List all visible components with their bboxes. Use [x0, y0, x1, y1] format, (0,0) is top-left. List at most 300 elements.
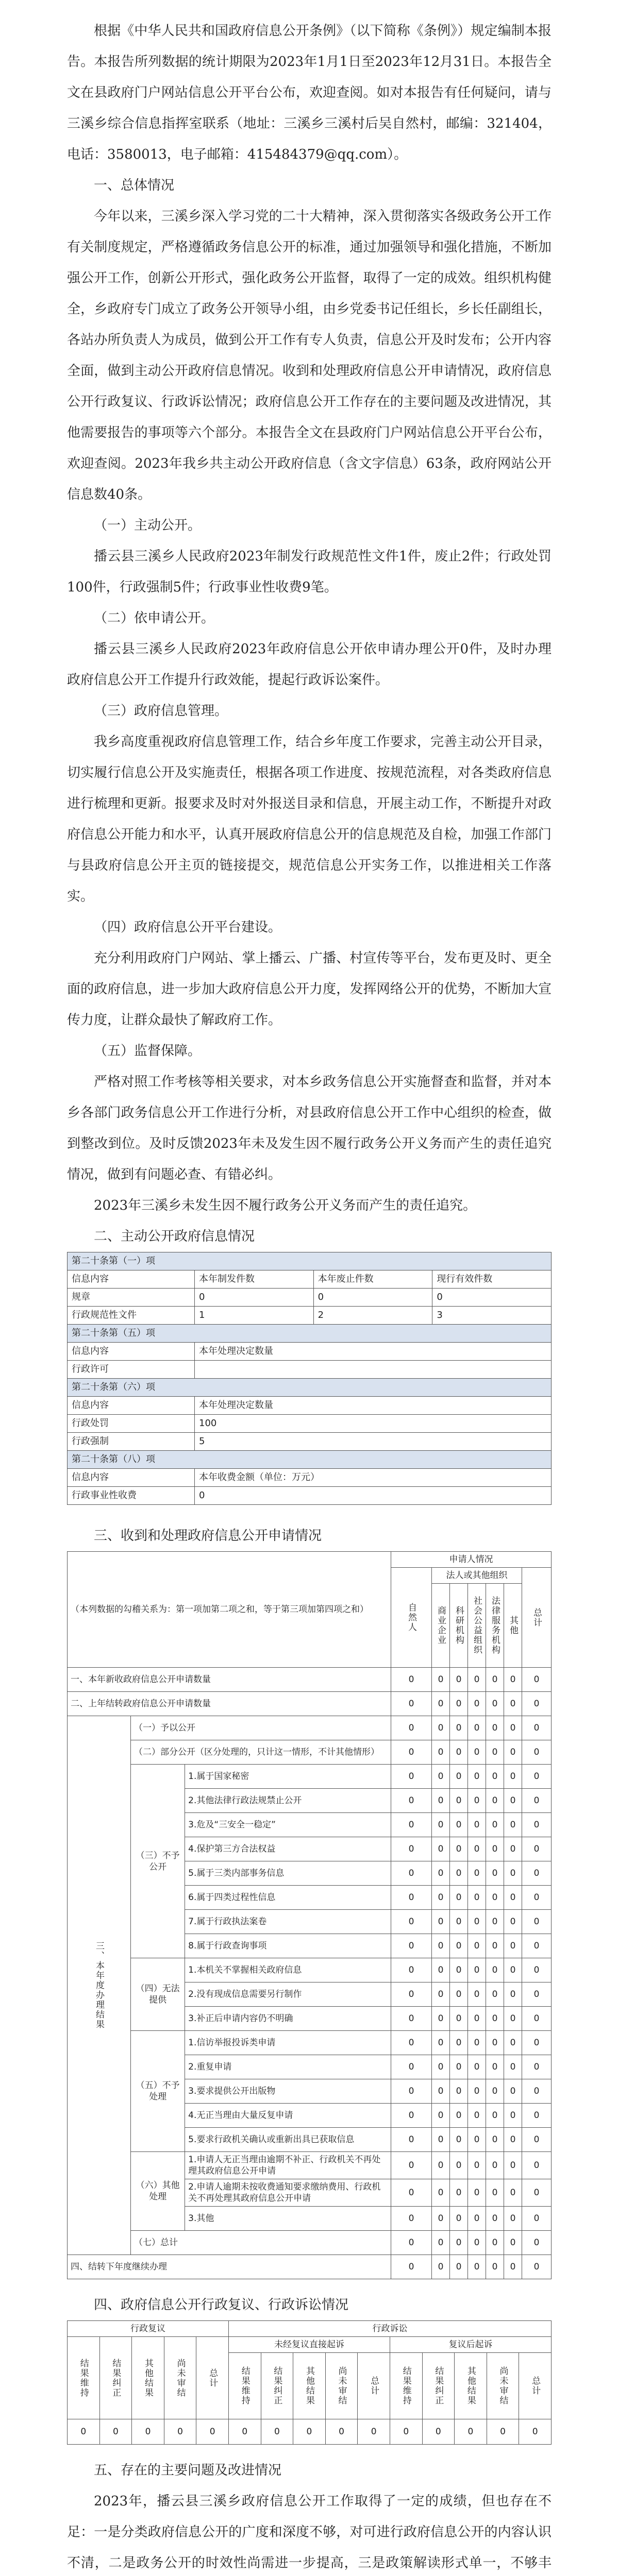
table-cell: 0: [432, 1289, 552, 1307]
table-cell: 0: [391, 2079, 431, 2104]
table-cell: 0: [467, 1789, 486, 1813]
table-cell: 0: [391, 1813, 431, 1837]
table-cell: 0: [391, 1765, 431, 1789]
table-cell: 0: [504, 1934, 522, 1958]
table-cell: 0: [522, 1958, 551, 1982]
subsection-platform-building: （四）政府信息公开平台建设。: [94, 920, 282, 935]
table-cell: 0: [467, 1958, 486, 1982]
table-header-cell: 信息内容: [68, 1270, 195, 1289]
table-cell: 0: [391, 1886, 431, 1910]
table-cell: 0: [431, 2007, 449, 2031]
table-cell: 0: [431, 1958, 449, 1982]
table-cell: 0: [391, 2255, 431, 2279]
table-cell: 1: [195, 1307, 314, 1325]
table-cell: 0: [467, 1982, 486, 2007]
table-cell: 0: [467, 2207, 486, 2231]
subsection-application-disclosure-text: 播云县三溪乡人民政府2023年政府信息公开依申请办理公开0件，及时办理政府信息公开工作提升行政效能，提起行政诉讼案件。: [67, 641, 552, 688]
table-cell: 0: [449, 1716, 467, 1740]
table-header-cell: 尚未审结: [325, 2353, 358, 2419]
table-cell: 0: [431, 1692, 449, 1716]
table-cell: 0: [467, 1910, 486, 1934]
table-row-sub: （一）予以公开: [131, 1716, 391, 1740]
table-cell: 0: [504, 1910, 522, 1934]
table-cell: 0: [391, 2207, 431, 2231]
table-cell: 0: [449, 2104, 467, 2128]
table-cell: 0: [522, 2152, 551, 2179]
table-cell: 0: [358, 2419, 390, 2445]
table-cell: 0: [486, 1765, 504, 1789]
table-row-item: 2.重复申请: [185, 2055, 391, 2079]
table-cell: 0: [486, 1982, 504, 2007]
table-section-header: 第二十条第（六）项: [68, 1379, 552, 1397]
table-cell: 0: [486, 2128, 504, 2152]
table-cell: 0: [449, 1982, 467, 2007]
table-cell: 0: [522, 1886, 551, 1910]
table-cell: 0: [504, 1765, 522, 1789]
table-cell: 0: [431, 1861, 449, 1886]
table-header-cell: 结果维持: [390, 2353, 422, 2419]
table-cell: 0: [504, 2128, 522, 2152]
table-cell: 0: [431, 2128, 449, 2152]
table-cell: 0: [467, 2079, 486, 2104]
table-cell: 0: [431, 1716, 449, 1740]
subsection-info-management-text: 我乡高度重视政府信息管理工作，结合乡年度工作要求，完善主动公开目录，切实履行信息公开及实施责任，根据各项工作进度、按规范流程，对各类政府信息进行梳理和更新。报要求及时对外报送目录和信息，开展主动工作，不断提升对政府信息公开能力和水平，认真开展政府信息公开的信息规范及自检，加强工作部门与县政府信息公开主页的链接提交，规范信息公开实务工作，以推进相关工作落实。: [67, 734, 552, 904]
table-row-item: 7.属于行政执法案卷: [185, 1910, 391, 1934]
table-header-cell: 本年废止件数: [313, 1270, 432, 1289]
table-cell: 0: [467, 2152, 486, 2179]
table-cell: 0: [431, 1789, 449, 1813]
table-row-sub: （七）总计: [131, 2231, 391, 2255]
table-header-cell: 结果纠正: [422, 2353, 455, 2419]
table-cell: 0: [431, 1910, 449, 1934]
table-cell: 行政强制: [68, 1433, 195, 1451]
table-cell: 0: [522, 2055, 551, 2079]
table-cell: 0: [522, 1934, 551, 1958]
table-cell: 0: [431, 2231, 449, 2255]
table-cell: 0: [522, 2104, 551, 2128]
table-cell: 0: [504, 1789, 522, 1813]
section-1-title: 一、总体情况: [94, 178, 175, 193]
table-row-item: 3.其他: [185, 2207, 391, 2231]
table-header-cell: 结果纠正: [99, 2337, 132, 2419]
table-cell: 0: [486, 1668, 504, 1692]
table-cell: 0: [504, 2255, 522, 2279]
table-cell: 0: [522, 1789, 551, 1813]
table-cell: 0: [522, 2007, 551, 2031]
table-cell: 0: [449, 1692, 467, 1716]
table-section-header: 第二十条第（八）项: [68, 1451, 552, 1469]
table-cell: 0: [504, 1668, 522, 1692]
subsection-supervision-text-2: 2023年三溪乡未发生因不履行政务公开义务而产生的责任追究。: [94, 1198, 477, 1213]
table-row-item: 1.本机关不掌握相关政府信息: [185, 1958, 391, 1982]
table-header-cell: 现行有效件数: [432, 1270, 552, 1289]
table-cell: 0: [486, 2031, 504, 2055]
table-cell: 0: [449, 1837, 467, 1861]
table-row-item: 1.属于国家秘密: [185, 1765, 391, 1789]
table-cell: 0: [467, 1692, 486, 1716]
table-cell: 0: [504, 1861, 522, 1886]
table-row-sub: （六）其他处理: [131, 2152, 185, 2231]
table-cell: 0: [195, 1487, 552, 1505]
table-header-cell: 未经复议直接起诉: [228, 2337, 390, 2353]
table-cell: 0: [486, 2231, 504, 2255]
table-cell: 0: [504, 1740, 522, 1765]
table-cell: 0: [522, 2128, 551, 2152]
subsection-active-disclosure-text: 播云县三溪乡人民政府2023年制发行政规范性文件1件，废止2件；行政处罚100件，行政强制5件；行政事业性收费9笔。: [67, 549, 552, 595]
table-cell: 0: [391, 1861, 431, 1886]
table-cell: 5: [195, 1433, 552, 1451]
review-litigation-table: [67, 2320, 552, 2445]
table-cell: 0: [467, 2104, 486, 2128]
table-cell: 0: [467, 1740, 486, 1765]
table-cell: 0: [431, 1982, 449, 2007]
table-header-cell: 自然人: [391, 1568, 431, 1668]
table-row-item: 2.申请人逾期未按收费通知要求缴纳费用、行政机关不再处理其政府信息公开申请: [185, 2179, 391, 2207]
table-row-item: 1.申请人无正当理由逾期不补正、行政机关不再处理其政府信息公开申请: [185, 2152, 391, 2179]
table-cell: 0: [504, 2207, 522, 2231]
table-cell: 0: [391, 2031, 431, 2055]
table-cell: 0: [467, 2055, 486, 2079]
table-cell: 行政处罚: [68, 1415, 195, 1433]
table-cell: 0: [504, 2031, 522, 2055]
table-cell: 0: [431, 1813, 449, 1837]
table-header-cell: 本年制发件数: [195, 1270, 314, 1289]
table-cell: 0: [391, 1692, 431, 1716]
table-cell: 0: [431, 2079, 449, 2104]
table-cell: 0: [486, 1740, 504, 1765]
table-header-cell: 行政复议: [68, 2321, 229, 2337]
table-cell: 100: [195, 1415, 552, 1433]
application-handling-table: [67, 1551, 552, 2279]
table-cell: 0: [391, 2007, 431, 2031]
table-cell: 0: [467, 1668, 486, 1692]
table-cell: 0: [431, 2207, 449, 2231]
table-cell: 0: [467, 2007, 486, 2031]
table-cell: 0: [522, 2231, 551, 2255]
table-row-sub: （三）不予公开: [131, 1765, 185, 1958]
table-cell: 行政规范性文件: [68, 1307, 195, 1325]
table-row-label: 四、结转下年度继续办理: [68, 2255, 391, 2279]
table-cell: 0: [486, 1813, 504, 1837]
subsection-active-disclosure: （一）主动公开。: [94, 518, 202, 533]
table-cell: 0: [486, 2104, 504, 2128]
table-cell: 0: [504, 2179, 522, 2207]
table-cell: 0: [522, 1837, 551, 1861]
table-header-cell: 行政诉讼: [228, 2321, 551, 2337]
table-cell: 0: [519, 2419, 552, 2445]
table-header-cell: 社会公益组织: [467, 1584, 486, 1668]
table-cell: [195, 1361, 552, 1379]
table-cell: 0: [486, 2055, 504, 2079]
table-cell: 0: [467, 1837, 486, 1861]
table-header-cell: 其他结果: [293, 2353, 326, 2419]
table-header-cell: 商业企业: [431, 1584, 449, 1668]
table-cell: 0: [486, 1861, 504, 1886]
table-cell: 0: [391, 1934, 431, 1958]
table-cell: 0: [504, 2104, 522, 2128]
table-cell: 0: [449, 2152, 467, 2179]
table-cell: 0: [486, 1886, 504, 1910]
table-cell: 0: [99, 2419, 132, 2445]
table-row-label: 一、本年新收政府信息公开申请数量: [68, 1668, 391, 1692]
table-cell: 0: [449, 1934, 467, 1958]
table-cell: 0: [504, 1886, 522, 1910]
table-cell: 0: [504, 1692, 522, 1716]
table-cell: 0: [486, 2207, 504, 2231]
table-row-item: 2.没有现成信息需要另行制作: [185, 1982, 391, 2007]
table-cell: 0: [391, 2179, 431, 2207]
subsection-supervision-text: 严格对照工作考核等相关要求，对本乡政务信息公开实施督查和监督，并对本乡各部门政务信息公开工作进行分析，对县政府信息公开工作中心组织的检查，做到整改到位。及时反馈2023年未及发生因不履行政务公开义务而产生的责任追究情况，做到有问题必查、有错必纠。: [67, 1074, 552, 1182]
table-cell: 0: [449, 1886, 467, 1910]
active-disclosure-table: [67, 1252, 552, 1505]
table-cell: 0: [467, 1716, 486, 1740]
table-cell: 0: [504, 1958, 522, 1982]
table-cell: 0: [261, 2419, 293, 2445]
table-cell: 0: [486, 2007, 504, 2031]
table-row-label: 二、上年结转政府信息公开申请数量: [68, 1692, 391, 1716]
table-header-cell: 其他: [504, 1584, 522, 1668]
table-row-item: 3.补正后申请内容仍不明确: [185, 2007, 391, 2031]
table-cell: 0: [522, 1861, 551, 1886]
table-cell: 0: [431, 1934, 449, 1958]
subsection-platform-building-text: 充分利用政府门户网站、掌上播云、广播、村宣传等平台，发布更及时、更全面的政府信息，进一步加大政府信息公开力度，发挥网络公开的优势，不断加大宣传力度，让群众最快了解政府工作。: [67, 951, 552, 1028]
table-cell: 0: [391, 1837, 431, 1861]
table-header-cell: 法人或其他组织: [431, 1568, 522, 1584]
table-cell: 0: [391, 2128, 431, 2152]
table-cell: 0: [449, 1668, 467, 1692]
table-header-cell: 复议后起诉: [390, 2337, 551, 2353]
table-cell: 0: [522, 2031, 551, 2055]
table-cell: 0: [504, 1982, 522, 2007]
table-cell: 0: [431, 2055, 449, 2079]
table-cell: 0: [431, 2179, 449, 2207]
table-header-cell: 结果纠正: [261, 2353, 293, 2419]
table-cell: 0: [431, 1740, 449, 1765]
table-cell: 0: [486, 1910, 504, 1934]
report-page: [67, 15, 552, 2576]
table-row-item: 4.无正当理由大量反复申请: [185, 2104, 391, 2128]
table-cell: 0: [455, 2419, 487, 2445]
table-cell: 0: [132, 2419, 164, 2445]
table-cell: 0: [431, 1668, 449, 1692]
table-cell: 0: [467, 1886, 486, 1910]
table-cell: 0: [391, 1789, 431, 1813]
table-cell: 0: [522, 1982, 551, 2007]
table-cell: 0: [504, 1716, 522, 1740]
table-cell: 0: [449, 1958, 467, 1982]
section-2-title: 二、主动公开政府信息情况: [94, 1229, 255, 1244]
table-header-cell: 本年处理决定数量: [195, 1397, 552, 1415]
table-cell: 0: [504, 2079, 522, 2104]
table-cell: 0: [449, 2128, 467, 2152]
table-row-item: 1.信访举报投诉类申请: [185, 2031, 391, 2055]
table-cell: 0: [449, 1813, 467, 1837]
table-header-cell: 结果维持: [68, 2337, 100, 2419]
table-cell: 0: [467, 2128, 486, 2152]
table-header-cell: 法律服务机构: [486, 1584, 504, 1668]
table-header-cell: 尚未审结: [487, 2353, 519, 2419]
table-cell: 0: [522, 1765, 551, 1789]
table-cell: 行政事业性收费: [68, 1487, 195, 1505]
table-cell: 0: [487, 2419, 519, 2445]
table-cell: 0: [391, 2055, 431, 2079]
table-cell: 0: [504, 2007, 522, 2031]
table-cell: 0: [449, 1861, 467, 1886]
table-header-cell: 科研机构: [449, 1584, 467, 1668]
table-cell: 0: [504, 2231, 522, 2255]
section-1-paragraph: 今年以来，三溪乡深入学习党的二十大精神，深入贯彻落实各级政务公开工作有关制度规定，严格遵循政务信息公开的标准，通过加强领导和强化措施，不断加强公开工作，创新公开形式，强化政务公开监督，取得了一定的成效。组织机构健全，乡政府专门成立了政务公开领导小组，由乡党委书记任组长，乡长任副组长，各站办所负责人为成员，做到公开工作有专人负责，信息公开及时发布；公开内容全面，做到主动公开政府信息情况。收到和处理政府信息公开申请情况，政府信息公开行政复议、行政诉讼情况；政府信息公开工作存在的主要问题及改进情况，其他需要报告的事项等六个部分。本报告全文在县政府门户网站信息公开平台公布，欢迎查阅。2023年我乡共主动公开政府信息（含文字信息）63条，政府网站公开信息数40条。: [67, 209, 552, 502]
table-cell: 0: [467, 1765, 486, 1789]
table-cell: 0: [325, 2419, 358, 2445]
table-cell: 0: [522, 1716, 551, 1740]
table-cell: 0: [449, 2007, 467, 2031]
table-row-item: 2.其他法律行政法规禁止公开: [185, 1789, 391, 1813]
table-cell: 0: [504, 1813, 522, 1837]
table-header-cell: 总计: [196, 2337, 229, 2419]
table-cell: 0: [390, 2419, 422, 2445]
table-row-item: 6.属于四类过程性信息: [185, 1886, 391, 1910]
table-cell: 0: [522, 1910, 551, 1934]
table-header-cell: 本年处理决定数量: [195, 1343, 552, 1361]
table-cell: 0: [522, 2255, 551, 2279]
section-5-paragraph: 2023年，播云县三溪乡政府信息公开工作取得了一定的成绩，但也存在不足：一是分类政府信息公开的广度和深度不够，对可进行政府信息公开的内容认识不清，二是政务公开的时效性尚需进一步提高，三是政策解读形式单一，不够丰: [67, 2494, 552, 2571]
table-cell: 0: [467, 2031, 486, 2055]
table-cell: 0: [449, 2031, 467, 2055]
table-cell: 0: [228, 2419, 261, 2445]
table-cell: 0: [431, 2031, 449, 2055]
table-cell: 0: [391, 1982, 431, 2007]
table-header-cell: 本年收费金额（单位：万元）: [195, 1469, 552, 1487]
subsection-application-disclosure: （二）依申请公开。: [94, 611, 215, 626]
table-row-item: 8.属于行政查询事项: [185, 1934, 391, 1958]
table-cell: 0: [391, 2104, 431, 2128]
table-header-cell: 尚未审结: [164, 2337, 196, 2419]
table-header-cell: 申请人情况: [391, 1552, 551, 1568]
table-row-item: 3.要求提供公开出版物: [185, 2079, 391, 2104]
table-cell: 0: [449, 2255, 467, 2279]
table-row-item: 3.危及“三安全一稳定”: [185, 1813, 391, 1837]
subsection-info-management: （三）政府信息管理。: [94, 703, 228, 719]
table-cell: 0: [486, 1692, 504, 1716]
table-cell: 0: [431, 1837, 449, 1861]
table-header-cell: 信息内容: [68, 1397, 195, 1415]
table-header-cell: 其他结果: [455, 2353, 487, 2419]
table-cell: 0: [391, 1740, 431, 1765]
section-5-title: 五、存在的主要问题及改进情况: [94, 2463, 282, 2478]
table-cell: 0: [504, 2055, 522, 2079]
table-header-cell: 总计: [522, 1568, 551, 1668]
table-cell: 0: [449, 1910, 467, 1934]
table-cell: 0: [486, 1958, 504, 1982]
table-cell: 0: [449, 1789, 467, 1813]
table-cell: 0: [391, 1668, 431, 1692]
table-corner-note: （本列数据的勾稽关系为：第一项加第二项之和，等于第三项加第四项之和）: [68, 1552, 391, 1668]
table-section-header: 第二十条第（五）项: [68, 1325, 552, 1343]
table-cell: 0: [486, 1837, 504, 1861]
table-header-cell: 总计: [519, 2353, 552, 2419]
section-4-title: 四、政府信息公开行政复议、行政诉讼情况: [94, 2297, 349, 2313]
table-cell: 0: [522, 1692, 551, 1716]
table-cell: 0: [467, 2255, 486, 2279]
section-3-title: 三、收到和处理政府信息公开申请情况: [94, 1528, 322, 1544]
table-row-item: 5.要求行政机关确认或重新出具已获取信息: [185, 2128, 391, 2152]
table-cell: 0: [391, 1716, 431, 1740]
table-header-cell: 总计: [358, 2353, 390, 2419]
table-cell: 0: [431, 1886, 449, 1910]
table-cell: 0: [449, 2079, 467, 2104]
table-cell: 0: [449, 2179, 467, 2207]
table-row-sub: （四）无法提供: [131, 1958, 185, 2031]
table-cell: 0: [293, 2419, 326, 2445]
subsection-supervision: （五）监督保障。: [94, 1043, 202, 1059]
table-row-sub: （二）部分公开（区分处理的，只计这一情形，不计其他情形）: [131, 1740, 391, 1765]
table-cell: 0: [486, 1716, 504, 1740]
table-cell: 0: [431, 1765, 449, 1789]
table-cell: 0: [522, 2207, 551, 2231]
table-cell: 0: [486, 1789, 504, 1813]
table-cell: 0: [504, 1837, 522, 1861]
table-cell: 0: [467, 1861, 486, 1886]
table-cell: 0: [431, 2152, 449, 2179]
table-cell: 0: [467, 2231, 486, 2255]
table-cell: 0: [486, 1934, 504, 1958]
table-cell: 0: [467, 1813, 486, 1837]
table-cell: 0: [486, 2255, 504, 2279]
table-cell: 2: [313, 1307, 432, 1325]
table-cell: 0: [467, 1934, 486, 1958]
table-section-header: 第二十条第（一）项: [68, 1252, 552, 1270]
table-cell: 0: [486, 2179, 504, 2207]
table-cell: 0: [391, 1958, 431, 1982]
table-cell: 0: [164, 2419, 196, 2445]
table-cell: 0: [449, 1765, 467, 1789]
table-cell: 0: [522, 1740, 551, 1765]
table-cell: 0: [486, 2079, 504, 2104]
table-row-item: 5.属于三类内部事务信息: [185, 1861, 391, 1886]
table-cell: 0: [68, 2419, 100, 2445]
table-cell: 0: [522, 2179, 551, 2207]
table-cell: 0: [449, 2207, 467, 2231]
table-cell: 0: [195, 1289, 314, 1307]
table-cell: 0: [522, 1813, 551, 1837]
table-cell: 行政许可: [68, 1361, 195, 1379]
table-row-item: 4.保护第三方合法权益: [185, 1837, 391, 1861]
table-cell: 0: [449, 2231, 467, 2255]
table-row-sub: （五）不予处理: [131, 2031, 185, 2152]
table-cell: 0: [486, 2152, 504, 2179]
intro-paragraph: 根据《中华人民共和国政府信息公开条例》（以下简称《条例》）规定编制本报告。本报告所列数据的统计期限为2023年1月1日至2023年12月31日。本报告全文在县政府门户网站信息公开平台公布，欢迎查阅。如对本报告有任何疑问，请与三溪乡综合信息指挥室联系（地址：三溪乡三溪村后吴自然村，邮编：321404，电话：3580013，电子邮箱：415484379@qq.com）。: [67, 23, 552, 162]
table-cell: 0: [522, 2079, 551, 2104]
table-header-cell: 信息内容: [68, 1343, 195, 1361]
table-cell: 0: [313, 1289, 432, 1307]
table-cell: 0: [391, 1910, 431, 1934]
table-cell: 0: [522, 1668, 551, 1692]
table-cell: 规章: [68, 1289, 195, 1307]
table-cell: 0: [431, 2104, 449, 2128]
table-cell: 0: [391, 2152, 431, 2179]
table-header-cell: 信息内容: [68, 1469, 195, 1487]
table-cell: 3: [432, 1307, 552, 1325]
table-cell: 0: [449, 1740, 467, 1765]
table-cell: 0: [431, 2255, 449, 2279]
table-cell: 0: [196, 2419, 229, 2445]
table-cell: 0: [504, 2152, 522, 2179]
table-row-group: 三、本年度办理结果: [68, 1716, 131, 2255]
table-header-cell: 结果维持: [228, 2353, 261, 2419]
table-cell: 0: [449, 2055, 467, 2079]
table-cell: 0: [422, 2419, 455, 2445]
table-cell: 0: [391, 2231, 431, 2255]
